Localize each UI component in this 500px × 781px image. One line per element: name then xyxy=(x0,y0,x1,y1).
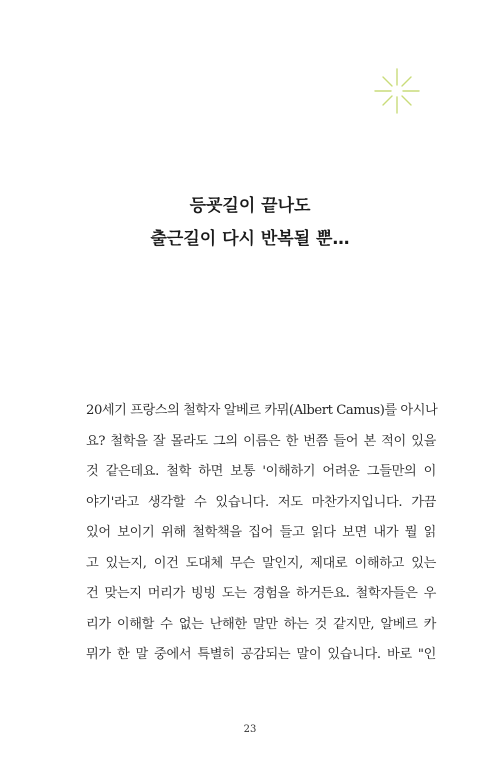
body-line: 요? 철학을 잘 몰라도 그의 이름은 한 번쯤 들어 본 적이 있을 xyxy=(86,433,436,449)
body-line: 20세기 프랑스의 철학자 알베르 카뮈(Albert Camus)를 아시나 xyxy=(86,403,438,418)
body-line: 야기'라고 생각할 수 있습니다. 저도 마찬가지입니다. 가끔 xyxy=(86,494,436,510)
body-line: 건 맞는지 머리가 빙빙 도는 경험을 하거든요. 철학자들은 우 xyxy=(86,586,436,601)
body-line: 것 같은데요. 철학 하면 보통 '이해하기 어려운 그들만의 이 xyxy=(86,464,436,479)
body-line: 있어 보이기 위해 철학책을 집어 들고 읽다 보면 내가 뭘 읽 xyxy=(86,525,436,540)
chapter-heading-line-2: 출근길이 다시 반복될 뿐… xyxy=(150,229,350,249)
body-line: 고 있는지, 이건 도대체 무슨 말인지, 제대로 이해하고 있는 xyxy=(86,555,436,571)
body-line: 리가 이해할 수 없는 난해한 말만 하는 것 같지만, 알베르 카 xyxy=(86,616,436,632)
body-line: 뮈가 한 말 중에서 특별히 공감되는 말이 있습니다. 바로 "인 xyxy=(86,647,436,662)
chapter-heading-line-1: 등굣길이 끝나도 xyxy=(189,196,311,216)
sparkle-burst-icon xyxy=(372,66,422,116)
body-paragraph xyxy=(86,396,436,671)
page-number: 23 xyxy=(243,724,257,735)
